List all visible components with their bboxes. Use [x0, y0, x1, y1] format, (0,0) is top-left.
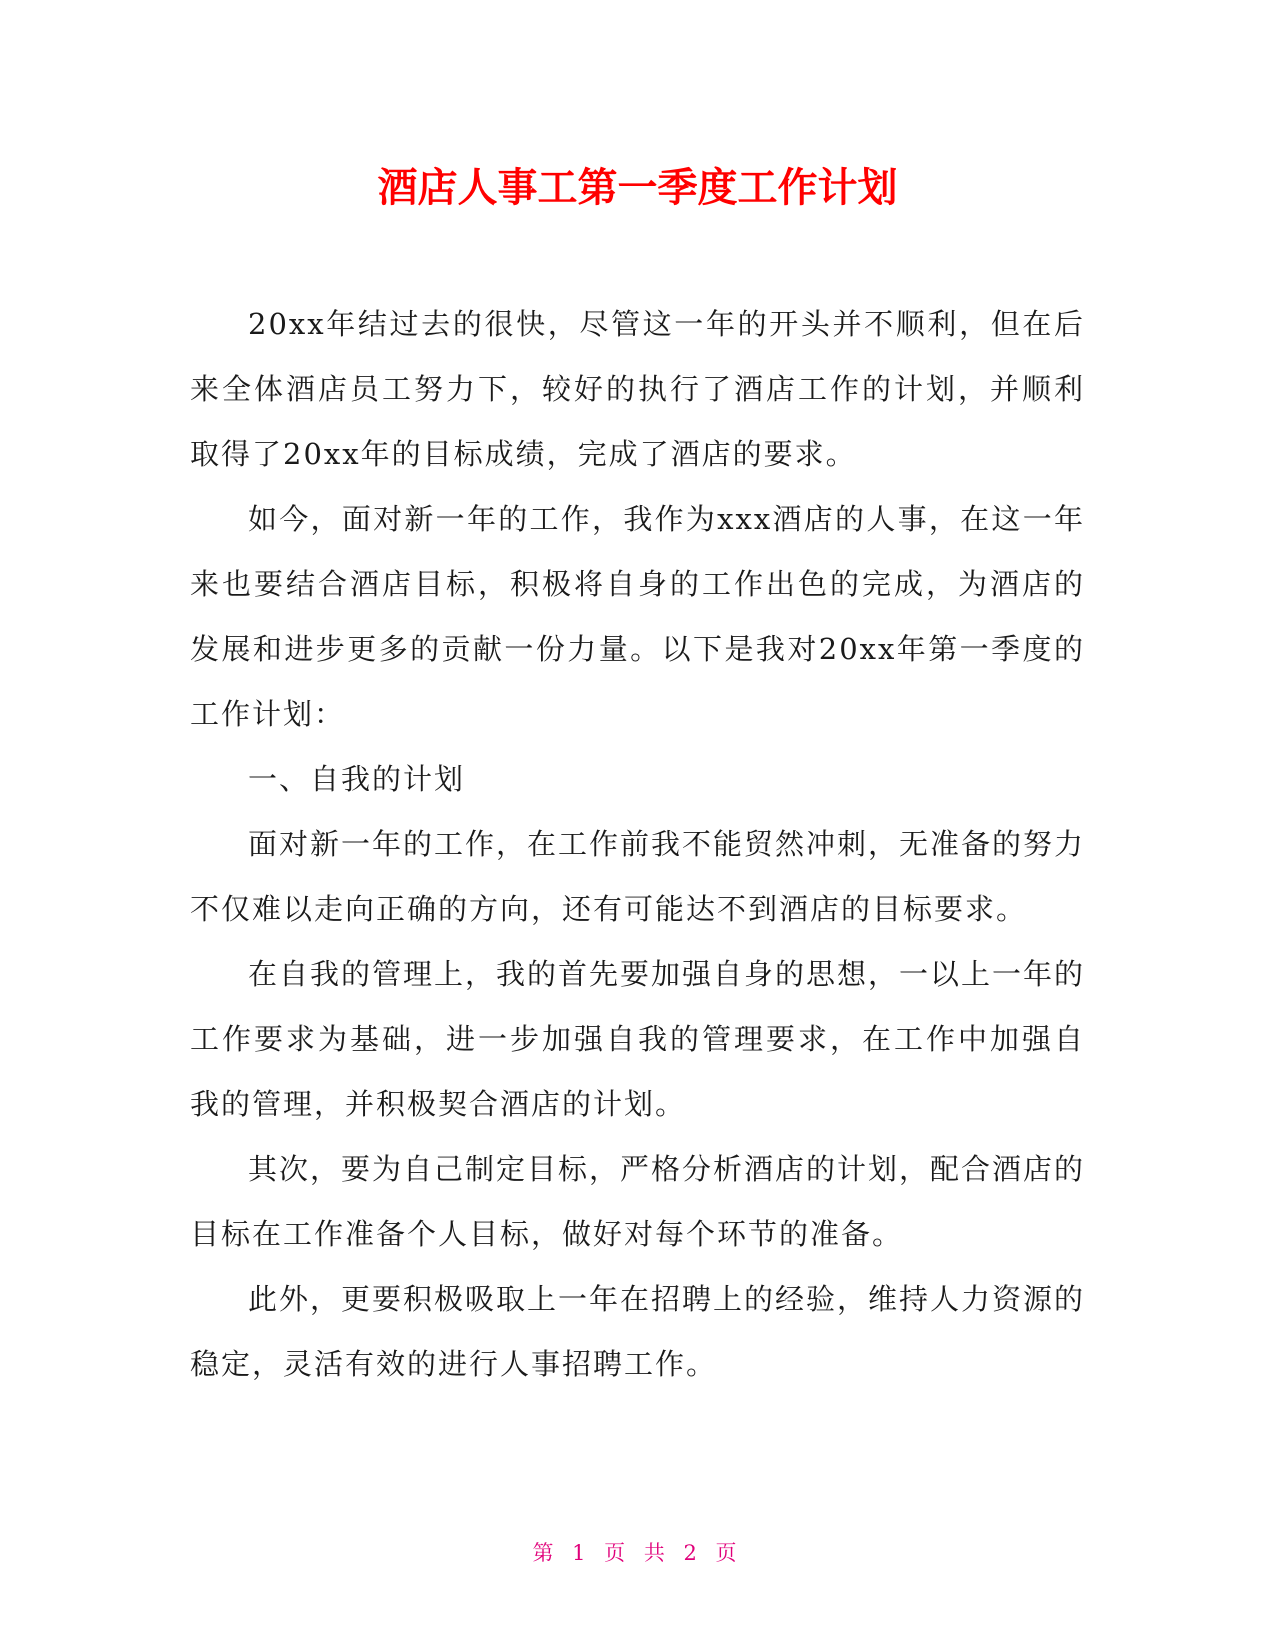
paragraph: 如今，面对新一年的工作，我作为xxx酒店的人事，在这一年来也要结合酒店目标，积极将自身的工作出色的完成，为酒店的发展和进步更多的贡献一份力量。以下是我对20xx年第一季度的工作计划：: [190, 502, 1085, 731]
paragraph: 其次，要为自己制定目标，严格分析酒店的计划，配合酒店的目标在工作准备个人目标，做好对每个环节的准备。: [190, 1152, 1086, 1251]
paragraph: 此外，更要积极吸取上一年在招聘上的经验，维持人力资源的稳定，灵活有效的进行人事招聘工作。: [190, 1282, 1086, 1381]
document-title: 酒店人事工第一季度工作计划: [377, 165, 898, 211]
paragraph: 面对新一年的工作，在工作前我不能贸然冲刺，无准备的努力不仅难以走向正确的方向，还有可能达不到酒店的目标要求。: [190, 827, 1086, 926]
page-footer: 第 1 页 共 2 页: [532, 1541, 743, 1565]
paragraph: 在自我的管理上，我的首先要加强自身的思想，一以上一年的工作要求为基础，进一步加强自我的管理要求，在工作中加强自我的管理，并积极契合酒店的计划。: [190, 957, 1086, 1121]
section-heading: 一、自我的计划: [248, 762, 466, 796]
paragraph: 20xx年结过去的很快，尽管这一年的开头并不顺利，但在后来全体酒店员工努力下，较好的执行了酒店工作的计划，并顺利取得了20xx年的目标成绩，完成了酒店的要求。: [190, 307, 1085, 471]
document-body: [190, 292, 1085, 1397]
